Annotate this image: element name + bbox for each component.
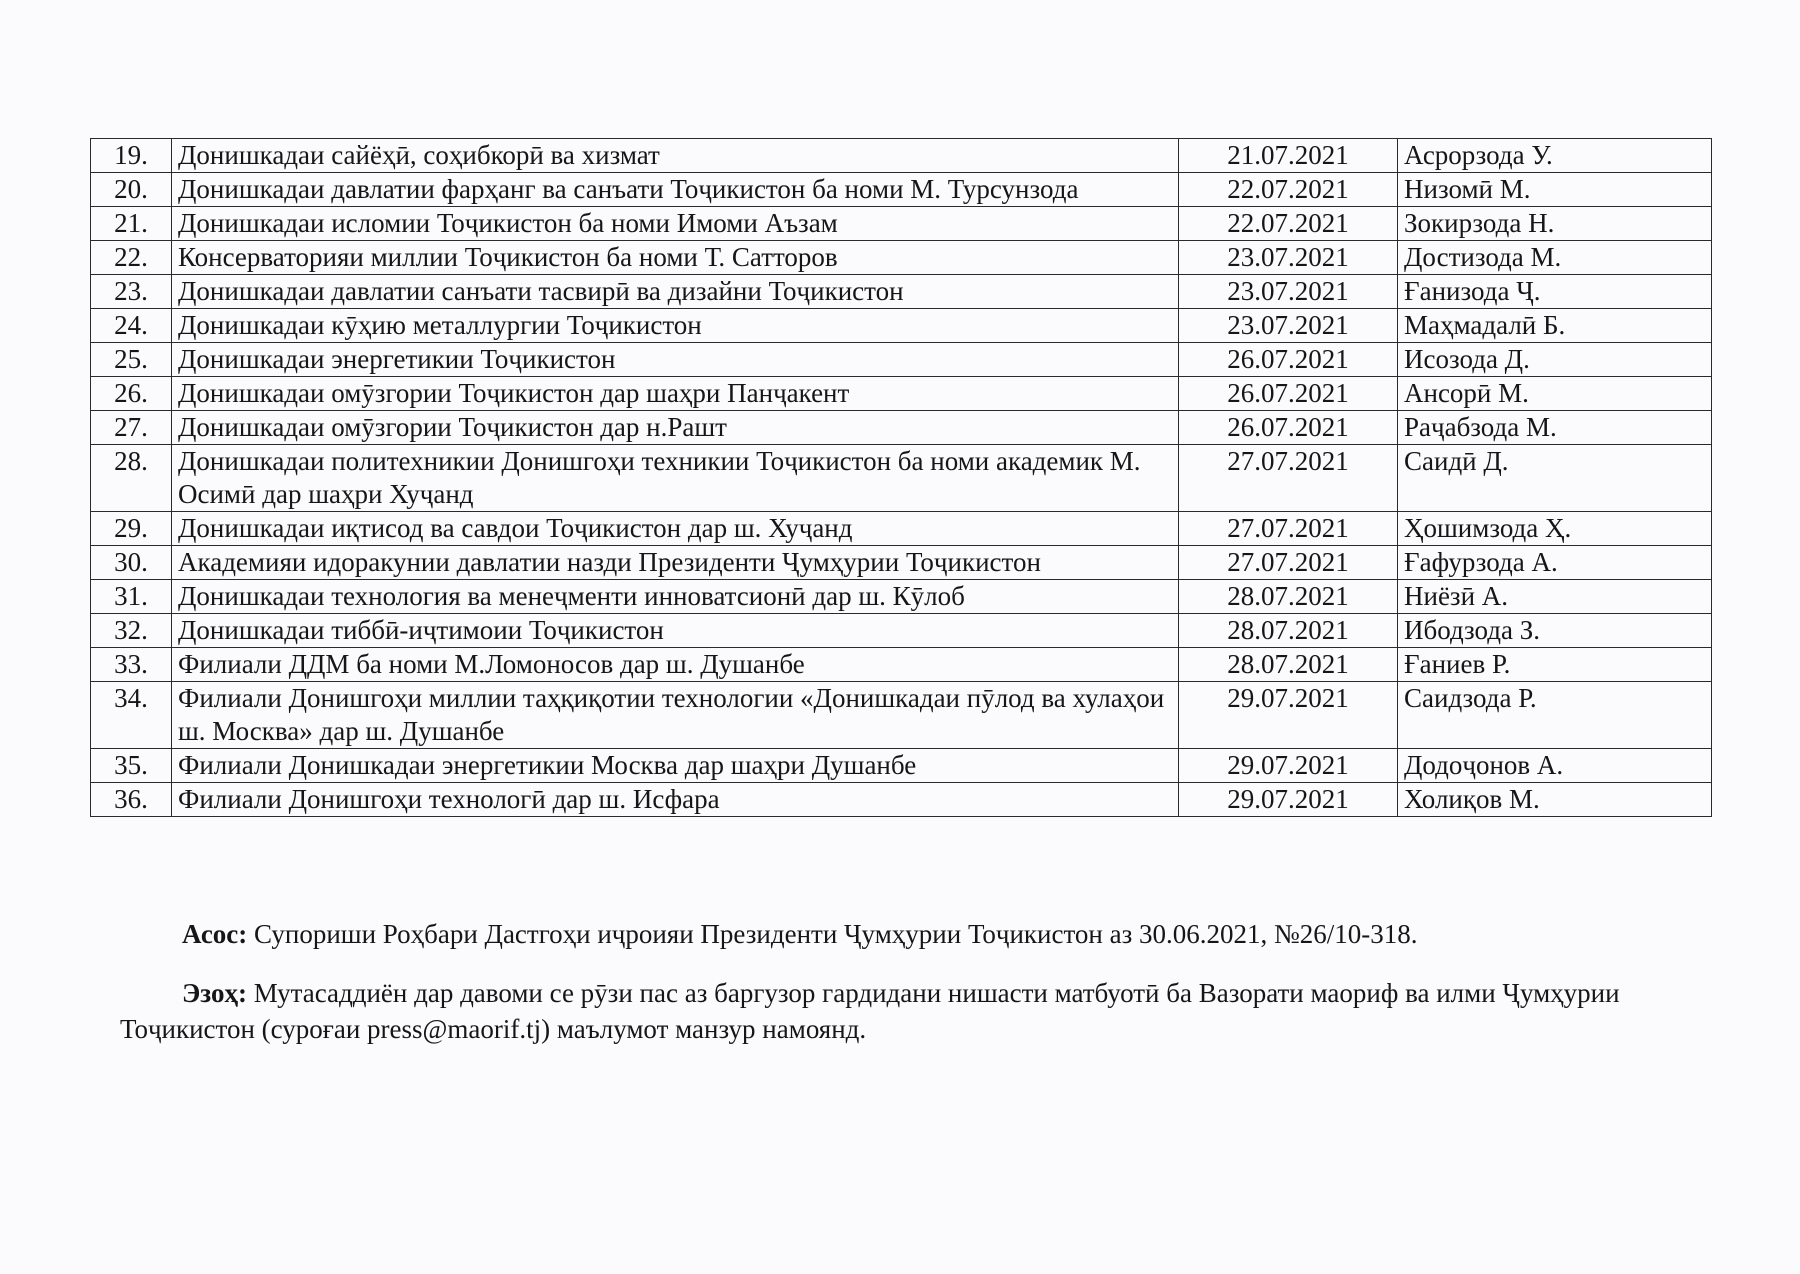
row-number: 36.	[91, 783, 172, 817]
responsible-person: Додоҷонов А.	[1398, 749, 1712, 783]
row-number: 20.	[91, 173, 172, 207]
responsible-person: Саидӣ Д.	[1398, 445, 1712, 512]
remark-label: Эзоҳ:	[182, 978, 247, 1008]
row-number: 24.	[91, 309, 172, 343]
meeting-date: 22.07.2021	[1179, 207, 1398, 241]
meeting-date: 27.07.2021	[1179, 546, 1398, 580]
row-number: 32.	[91, 614, 172, 648]
meeting-date: 28.07.2021	[1179, 648, 1398, 682]
responsible-person: Асрорзода У.	[1398, 139, 1712, 173]
row-number: 33.	[91, 648, 172, 682]
basis-text: Супориши Роҳбари Дастгоҳи иҷроияи Президенти Ҷумҳурии Тоҷикистон аз 30.06.2021, №26/10-318.	[247, 919, 1418, 949]
meeting-date: 28.07.2021	[1179, 580, 1398, 614]
remark-text: Мутасаддиён дар давоми се рӯзи пас аз баргузор гардидани нишасти матбуотӣ ба Вазорати маориф ва илми Ҷумҳурии Тоҷикистон (суроғаи press@maorif.tj) маълумот манзур намоянд.	[120, 978, 1620, 1044]
table-row	[91, 241, 1712, 275]
meeting-date: 23.07.2021	[1179, 241, 1398, 275]
responsible-person: Достизода М.	[1398, 241, 1712, 275]
table-row	[91, 275, 1712, 309]
meeting-date: 26.07.2021	[1179, 343, 1398, 377]
meeting-date: 23.07.2021	[1179, 275, 1398, 309]
row-number: 23.	[91, 275, 172, 309]
row-number: 30.	[91, 546, 172, 580]
responsible-person: Ниёзӣ А.	[1398, 580, 1712, 614]
institution-name: Донишкадаи кӯҳию металлургии Тоҷикистон	[172, 309, 1179, 343]
table-row	[91, 411, 1712, 445]
meeting-date: 28.07.2021	[1179, 614, 1398, 648]
responsible-person: Ғафурзода А.	[1398, 546, 1712, 580]
institution-name: Донишкадаи давлатии фарҳанг ва санъати Тоҷикистон ба номи М. Турсунзода	[172, 173, 1179, 207]
institution-name: Филиали Донишгоҳи технологӣ дар ш. Исфара	[172, 783, 1179, 817]
row-number: 26.	[91, 377, 172, 411]
row-number: 21.	[91, 207, 172, 241]
responsible-person: Зокирзода Н.	[1398, 207, 1712, 241]
institution-name: Донишкадаи политехникии Донишгоҳи техникии Тоҷикистон ба номи академик М. Осимӣ дар шаҳри Хуҷанд	[172, 445, 1179, 512]
meeting-date: 29.07.2021	[1179, 749, 1398, 783]
responsible-person: Низомӣ М.	[1398, 173, 1712, 207]
institution-name: Филиали Донишгоҳи миллии таҳқиқотии технологии «Донишкадаи пӯлод ва хулаҳои ш. Москва» дар ш. Душанбе	[172, 682, 1179, 749]
responsible-person: Ансорӣ М.	[1398, 377, 1712, 411]
responsible-person: Ғаниев Р.	[1398, 648, 1712, 682]
meeting-date: 23.07.2021	[1179, 309, 1398, 343]
table-row	[91, 546, 1712, 580]
row-number: 19.	[91, 139, 172, 173]
responsible-person: Ғанизода Ҷ.	[1398, 275, 1712, 309]
responsible-person: Ибодзода З.	[1398, 614, 1712, 648]
responsible-person: Раҷабзода М.	[1398, 411, 1712, 445]
table-row	[91, 614, 1712, 648]
row-number: 22.	[91, 241, 172, 275]
institution-name: Донишкадаи технология ва менеҷменти инноватсионӣ дар ш. Кӯлоб	[172, 580, 1179, 614]
table-row	[91, 512, 1712, 546]
table-row	[91, 377, 1712, 411]
meeting-date: 26.07.2021	[1179, 411, 1398, 445]
institution-name: Донишкадаи тиббӣ-иҷтимоии Тоҷикистон	[172, 614, 1179, 648]
responsible-person: Маҳмадалӣ Б.	[1398, 309, 1712, 343]
institution-name: Донишкадаи омӯзгории Тоҷикистон дар н.Рашт	[172, 411, 1179, 445]
table-row	[91, 648, 1712, 682]
institution-name: Донишкадаи иқтисод ва савдои Тоҷикистон дар ш. Хуҷанд	[172, 512, 1179, 546]
meeting-date: 26.07.2021	[1179, 377, 1398, 411]
institution-name: Консерваторияи миллии Тоҷикистон ба номи Т. Сатторов	[172, 241, 1179, 275]
institution-name: Академияи идоракунии давлатии назди Президенти Ҷумҳурии Тоҷикистон	[172, 546, 1179, 580]
table-row	[91, 309, 1712, 343]
table-row	[91, 207, 1712, 241]
responsible-person: Холиқов М.	[1398, 783, 1712, 817]
schedule-table	[90, 138, 1712, 817]
table-row	[91, 139, 1712, 173]
institution-name: Донишкадаи давлатии санъати тасвирӣ ва дизайни Тоҷикистон	[172, 275, 1179, 309]
row-number: 31.	[91, 580, 172, 614]
row-number: 27.	[91, 411, 172, 445]
institution-name: Филиали ДДМ ба номи М.Ломоносов дар ш. Душанбе	[172, 648, 1179, 682]
institution-name: Донишкадаи исломии Тоҷикистон ба номи Имоми Аъзам	[172, 207, 1179, 241]
responsible-person: Саидзода Р.	[1398, 682, 1712, 749]
meeting-date: 27.07.2021	[1179, 445, 1398, 512]
row-number: 28.	[91, 445, 172, 512]
institution-name: Донишкадаи сайёҳӣ, соҳибкорӣ ва хизмат	[172, 139, 1179, 173]
institution-name: Донишкадаи омӯзгории Тоҷикистон дар шаҳри Панҷакент	[172, 377, 1179, 411]
meeting-date: 21.07.2021	[1179, 139, 1398, 173]
responsible-person: Исозода Д.	[1398, 343, 1712, 377]
schedule-table-body	[91, 139, 1712, 817]
table-row	[91, 445, 1712, 512]
row-number: 29.	[91, 512, 172, 546]
table-row	[91, 783, 1712, 817]
table-row	[91, 580, 1712, 614]
meeting-date: 27.07.2021	[1179, 512, 1398, 546]
institution-name: Донишкадаи энергетикии Тоҷикистон	[172, 343, 1179, 377]
meeting-date: 29.07.2021	[1179, 783, 1398, 817]
row-number: 34.	[91, 682, 172, 749]
basis-note	[120, 916, 1690, 952]
remark-note	[120, 975, 1690, 1047]
basis-label: Асос:	[182, 919, 248, 949]
meeting-date: 29.07.2021	[1179, 682, 1398, 749]
institution-name: Филиали Донишкадаи энергетикии Москва дар шаҳри Душанбе	[172, 749, 1179, 783]
row-number: 25.	[91, 343, 172, 377]
meeting-date: 22.07.2021	[1179, 173, 1398, 207]
table-row	[91, 173, 1712, 207]
table-row	[91, 682, 1712, 749]
table-row	[91, 343, 1712, 377]
table-row	[91, 749, 1712, 783]
responsible-person: Ҳошимзода Ҳ.	[1398, 512, 1712, 546]
row-number: 35.	[91, 749, 172, 783]
